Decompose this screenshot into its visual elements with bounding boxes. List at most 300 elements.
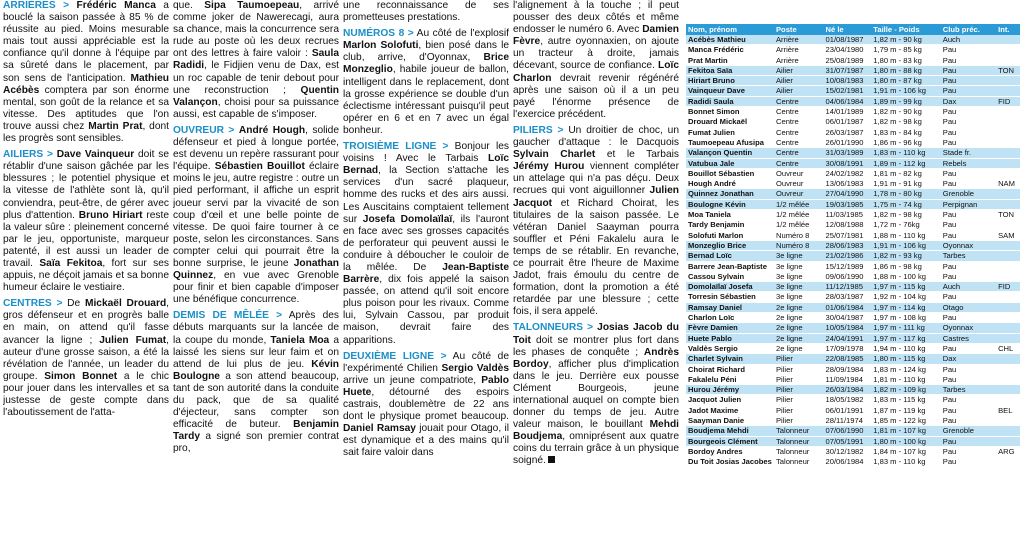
previous-club-cell: Pau <box>941 107 996 117</box>
birthdate-cell: 20/06/1984 <box>824 457 872 467</box>
player-name-cell: Manca Frédéric <box>686 45 774 55</box>
section-heading: AILIERS > <box>3 149 53 161</box>
international-cell <box>996 55 1020 65</box>
table-row <box>686 343 1020 353</box>
previous-club-cell: Pau <box>941 117 996 127</box>
player-name: Quentin Valançon <box>173 84 339 108</box>
international-cell <box>996 415 1020 425</box>
international-cell: TON <box>996 210 1020 220</box>
table-row <box>686 436 1020 446</box>
player-name: Sébastien Bouillot <box>214 161 305 173</box>
player-name: Sipa Taumoepeau <box>204 0 300 11</box>
position-cell: Talonneur <box>774 446 824 456</box>
player-name-cell: Taumoepeau Afusipa <box>686 137 774 147</box>
previous-club-cell: Pau <box>941 55 996 65</box>
height-weight-cell: 1,86 m - 96 kg <box>871 137 940 147</box>
previous-club-cell: Auch <box>941 35 996 45</box>
position-cell: 2e ligne <box>774 333 824 343</box>
paragraph-text: , auteur d'une grosse saison, a été la révélation de l'année, un leader du groupe. <box>3 334 169 382</box>
table-row <box>686 86 1020 96</box>
table-row <box>686 457 1020 467</box>
player-name-cell: Jadot Maxime <box>686 405 774 415</box>
height-weight-cell: 1,81 m - 107 kg <box>871 426 940 436</box>
position-cell: Ouvreur <box>774 168 824 178</box>
birthdate-cell: 31/03/1989 <box>824 148 872 158</box>
birthdate-cell: 13/06/1983 <box>824 179 872 189</box>
position-cell: Pilier <box>774 415 824 425</box>
player-name-cell: Boulogne Kévin <box>686 199 774 209</box>
position-cell: Arrière <box>774 45 824 55</box>
international-cell <box>996 323 1020 333</box>
height-weight-cell: 1,83 m - 124 kg <box>871 364 940 374</box>
international-cell: ARG <box>996 446 1020 456</box>
height-weight-cell: 1,72 m - 76kg <box>871 220 940 230</box>
header-birthdate: Né le <box>824 24 872 35</box>
height-weight-cell: 1,80 m - 100 kg <box>871 436 940 446</box>
paragraph-text: , détourné des espoirs castrais, doublemètre de 22 ans dont le physique promet beaucoup. <box>343 386 509 423</box>
section-heading: ARRIÈRES > <box>3 0 70 11</box>
previous-club-cell: Pau <box>941 364 996 374</box>
height-weight-cell: 1,88 m - 110 kg <box>871 230 940 240</box>
table-row <box>686 251 1020 261</box>
international-cell <box>996 220 1020 230</box>
international-cell <box>996 35 1020 45</box>
paragraph-text: Après des débuts marquants sur la lancée de la coupe du monde, <box>173 310 339 346</box>
previous-club-cell: Pau <box>941 65 996 75</box>
table-row <box>686 230 1020 240</box>
article-paragraph <box>3 298 169 419</box>
player-name: Loïc Charlon <box>513 60 679 84</box>
player-name: Julien Fumat <box>99 334 167 346</box>
position-cell: Talonneur <box>774 457 824 467</box>
player-name: Taniela Moa <box>270 334 330 346</box>
header-international: Int. <box>996 24 1020 35</box>
position-cell: Ouvreur <box>774 179 824 189</box>
table-row <box>686 117 1020 127</box>
article-column-4 <box>513 0 679 535</box>
previous-club-cell: Pau <box>941 179 996 189</box>
player-name-cell: Jacquot Julien <box>686 395 774 405</box>
birthdate-cell: 10/05/1984 <box>824 323 872 333</box>
birthdate-cell: 01/08/1987 <box>824 35 872 45</box>
paragraph-text: , arrivé comme joker de Nawerecagi, aura sa chance, mais la concurrence sera rude au poste où les deux recrues ont des lettres à faire valoir : <box>173 0 339 60</box>
birthdate-cell: 30/08/1991 <box>824 158 872 168</box>
player-name: Bruno Hiriart <box>78 209 143 221</box>
player-name: Damien Fèvre <box>513 24 679 48</box>
position-cell: Arrière <box>774 55 824 65</box>
previous-club-cell: Pau <box>941 168 996 178</box>
international-cell: BEL <box>996 405 1020 415</box>
player-name: Marlon Solofuti <box>343 40 419 52</box>
height-weight-cell: 1,97 m - 114 kg <box>871 302 940 312</box>
player-name-cell: Ramsay Daniel <box>686 302 774 312</box>
section-heading: OUVREUR > <box>173 124 235 136</box>
height-weight-cell: 1,89 m - 112 kg <box>871 158 940 168</box>
player-name: Mehdi Boudjema <box>513 419 679 443</box>
table-row <box>686 261 1020 271</box>
position-cell: 3e ligne <box>774 292 824 302</box>
birthdate-cell: 04/06/1984 <box>824 96 872 106</box>
article-paragraph <box>343 351 509 460</box>
paragraph-text: , le Fidjien venu de Dax, est un roc capable de tenir debout pour une reconstruction ; <box>173 60 339 96</box>
international-cell <box>996 168 1020 178</box>
player-name-cell: Vatubua Jale <box>686 158 774 168</box>
previous-club-cell: Pau <box>941 405 996 415</box>
birthdate-cell: 06/01/1991 <box>824 405 872 415</box>
international-cell <box>996 76 1020 86</box>
player-name: Jérémy Hurou <box>513 161 585 173</box>
birthdate-cell: 26/03/1984 <box>824 385 872 395</box>
position-cell: 2e ligne <box>774 323 824 333</box>
height-weight-cell: 1,91 m - 91 kg <box>871 179 940 189</box>
international-cell: FID <box>996 282 1020 292</box>
table-row <box>686 179 1020 189</box>
player-name-cell: Hough André <box>686 179 774 189</box>
header-name: Nom, prénom <box>686 24 774 35</box>
previous-club-cell: Pau <box>941 127 996 137</box>
international-cell <box>996 107 1020 117</box>
position-cell: 1/2 mêlée <box>774 210 824 220</box>
article-paragraph <box>3 149 169 294</box>
player-name-cell: Bonnet Simon <box>686 107 774 117</box>
player-name-cell: Bourgeois Clément <box>686 436 774 446</box>
position-cell: Pilier <box>774 364 824 374</box>
paragraph-text: , solide défenseur et pied à longue portée, est devenu un repère rassurant pour l'équipe. <box>173 124 339 173</box>
player-name-cell: Cassou Sylvain <box>686 271 774 281</box>
table-row <box>686 415 1020 425</box>
birthdate-cell: 22/08/1985 <box>824 354 872 364</box>
table-row <box>686 405 1020 415</box>
position-cell: Numéro 8 <box>774 240 824 250</box>
birthdate-cell: 15/12/1989 <box>824 261 872 271</box>
table-row <box>686 35 1020 45</box>
international-cell <box>996 45 1020 55</box>
article-paragraph <box>173 125 339 306</box>
player-name-cell: Domolaïlaï Josefa <box>686 282 774 292</box>
previous-club-cell: Pau <box>941 436 996 446</box>
position-cell: Centre <box>774 117 824 127</box>
birthdate-cell: 25/08/1989 <box>824 55 872 65</box>
player-name-cell: Huete Pablo <box>686 333 774 343</box>
previous-club-cell: Pau <box>941 220 996 230</box>
player-name: Jean-Baptiste Barrère <box>343 261 509 286</box>
international-cell <box>996 374 1020 384</box>
birthdate-cell: 14/01/1989 <box>824 107 872 117</box>
table-row <box>686 107 1020 117</box>
position-cell: Ailier <box>774 65 824 75</box>
player-name-cell: Fèvre Damien <box>686 323 774 333</box>
height-weight-cell: 1,82 m - 90 kg <box>871 107 940 117</box>
table-row <box>686 189 1020 199</box>
birthdate-cell: 15/02/1981 <box>824 86 872 96</box>
paragraph-text: , dont les progrès sont sensibles. <box>3 120 169 145</box>
position-cell: 1/2 mêlée <box>774 220 824 230</box>
player-name-cell: Acébès Mathieu <box>686 35 774 45</box>
international-cell: CHL <box>996 343 1020 353</box>
paragraph-text: arrive un jeune compatriote, <box>343 374 482 386</box>
paragraph-text: , habile joueur de ballon, intelligent dans le replacement, dont la grosse expérience se double d'un éclectisme intéressant puisqu'il peut opérer en 6 et en 7 avec un égal bonheur. <box>343 64 509 136</box>
height-weight-cell: 1,94 m - 110 kg <box>871 343 940 353</box>
player-name-cell: Vainqueur Dave <box>686 86 774 96</box>
player-name: Benjamin Tardy <box>173 419 339 443</box>
position-cell: 1/2 mêlée <box>774 199 824 209</box>
international-cell <box>996 385 1020 395</box>
previous-club-cell: Stade fr. <box>941 148 996 158</box>
player-name-cell: Monzeglio Brice <box>686 240 774 250</box>
position-cell: Ailier <box>774 86 824 96</box>
height-weight-cell: 1,82 m - 93 kg <box>871 251 940 261</box>
table-row <box>686 76 1020 86</box>
international-cell <box>996 199 1020 209</box>
birthdate-cell: 24/02/1982 <box>824 168 872 178</box>
paragraph-text: l'alignement à la touche ; il peut pousser des deux côtés et même endosser le numéro 6. Avec <box>513 0 679 36</box>
player-name-cell: Saayman Danie <box>686 415 774 425</box>
birthdate-cell: 24/04/1991 <box>824 333 872 343</box>
paragraph-text: a le chic pour jouer dans les intervalles et sa justesse de geste compte dans l'aboutissement de l'atta- <box>3 370 169 419</box>
height-weight-cell: 1,81 m - 82 kg <box>871 168 940 178</box>
paragraph-text: reste la valeur sûre : pleinement concerné par le jeu, opportuniste, marqueur patenté, il est aussi un leader de travail. <box>3 209 169 269</box>
player-name: Mathieu Acébès <box>3 72 169 96</box>
paragraph-text: , ils l'auront en face avec ses grosses capacités de perforateur qui peuvent aussi le conduire à déboucher le couloir de la mêlée. De <box>343 213 509 273</box>
table-row <box>686 333 1020 343</box>
player-name-cell: Charlet Sylvain <box>686 354 774 364</box>
birthdate-cell: 31/07/1987 <box>824 65 872 75</box>
international-cell <box>996 240 1020 250</box>
squad-table-header <box>686 24 1020 35</box>
player-name: Simon Bonnet <box>44 370 118 382</box>
height-weight-cell: 1,91 m - 106 kg <box>871 86 940 96</box>
table-row <box>686 323 1020 333</box>
player-name-cell: Bernad Loïc <box>686 251 774 261</box>
position-cell: Ouvreur <box>774 189 824 199</box>
birthdate-cell: 26/01/1990 <box>824 137 872 147</box>
paragraph-text: et Richard Choirat, les titulaires de la saison passée. Le vétéran Daniel Saayman pourra souffler et Péni Fakalelu aura le temps de se rétablir. En revanche, ce pourrait être l'heure de Maxime Jadot, frais émoulu du centre de formation, dont la promotion a été retardée par une blessure ; cette fois, il sera appelé. <box>513 197 679 318</box>
previous-club-cell: Perpignan <box>941 199 996 209</box>
position-cell: Pilier <box>774 405 824 415</box>
player-name: Josias Jacob du Toit <box>513 322 679 346</box>
previous-club-cell: Pau <box>941 313 996 323</box>
player-name: André Hough <box>238 124 306 136</box>
player-name-cell: Valdès Sergio <box>686 343 774 353</box>
birthdate-cell: 28/09/1984 <box>824 364 872 374</box>
paragraph-text: doit se montrer plus fort dans les phases de conquête ; <box>513 334 679 358</box>
international-cell <box>996 313 1020 323</box>
height-weight-cell: 1,86 m - 98 kg <box>871 261 940 271</box>
birthdate-cell: 17/09/1978 <box>824 343 872 353</box>
player-name-cell: Drouard Mickaël <box>686 117 774 127</box>
position-cell: Centre <box>774 148 824 158</box>
player-name: Martin Prat <box>88 120 143 132</box>
player-name-cell: Choirat Richard <box>686 364 774 374</box>
article-paragraph <box>513 125 679 319</box>
position-cell: Centre <box>774 137 824 147</box>
international-cell <box>996 137 1020 147</box>
birthdate-cell: 21/02/1986 <box>824 251 872 261</box>
player-name-cell: Solofuti Marlon <box>686 230 774 240</box>
article-column-1 <box>3 0 169 535</box>
player-name-cell: Boudjema Mehdi <box>686 426 774 436</box>
international-cell <box>996 261 1020 271</box>
international-cell: TON <box>996 65 1020 75</box>
previous-club-cell: Rebels <box>941 158 996 168</box>
section-heading: NUMÉROS 8 > <box>343 28 414 40</box>
table-row <box>686 354 1020 364</box>
table-row <box>686 240 1020 250</box>
birthdate-cell: 30/12/1982 <box>824 446 872 456</box>
player-name-cell: Radidi Saula <box>686 96 774 106</box>
height-weight-cell: 1,97 m - 115 kg <box>871 282 940 292</box>
paragraph-text: , omniprésent aux quatre coins du terrain grâce à un physique soigné. <box>513 431 679 467</box>
previous-club-cell: Grenoble <box>941 426 996 436</box>
player-name-cell: Tardy Benjamin <box>686 220 774 230</box>
international-cell: FID <box>996 96 1020 106</box>
height-weight-cell: 1,88 m - 100 kg <box>871 271 940 281</box>
player-name-cell: Du Toit Josias Jacobes <box>686 457 774 467</box>
previous-club-cell: Tarbes <box>941 251 996 261</box>
table-row <box>686 220 1020 230</box>
birthdate-cell: 07/06/1990 <box>824 426 872 436</box>
previous-club-cell: Castres <box>941 333 996 343</box>
birthdate-cell: 01/06/1984 <box>824 302 872 312</box>
birthdate-cell: 25/07/1981 <box>824 230 872 240</box>
international-cell: NAM <box>996 179 1020 189</box>
paragraph-text: , bien posé dans le club, arrive, d'Oyonnax, <box>343 40 509 64</box>
birthdate-cell: 28/11/1974 <box>824 415 872 425</box>
paragraph-text: une reconnaissance de ses prometteuses prestations. <box>343 0 509 24</box>
player-name-cell: Charlon Loïc <box>686 313 774 323</box>
height-weight-cell: 1,84 m - 107 kg <box>871 446 940 456</box>
paragraph-text: a laissé les siens sur leur faim et on attend de lui plus de jeu. <box>173 334 339 370</box>
player-name-cell: Bordoy Andres <box>686 446 774 456</box>
previous-club-cell: Pau <box>941 343 996 353</box>
player-name-cell: Fumat Julien <box>686 127 774 137</box>
table-row <box>686 96 1020 106</box>
article-paragraph <box>343 28 509 137</box>
player-name-cell: Moa Taniela <box>686 210 774 220</box>
player-name: Dave Vainqueur <box>56 149 135 161</box>
height-weight-cell: 1,75 m - 74 kg <box>871 199 940 209</box>
birthdate-cell: 30/04/1987 <box>824 313 872 323</box>
table-row <box>686 302 1020 312</box>
previous-club-cell: Pau <box>941 457 996 467</box>
previous-club-cell: Pau <box>941 374 996 384</box>
end-of-article-mark <box>548 456 555 463</box>
position-cell: Centre <box>774 127 824 137</box>
paragraph-text: a signé son premier contrat pro, <box>173 431 339 455</box>
birthdate-cell: 12/08/1988 <box>824 220 872 230</box>
table-row <box>686 426 1020 436</box>
international-cell <box>996 148 1020 158</box>
article-paragraph <box>173 0 339 121</box>
birthdate-cell: 27/04/1990 <box>824 189 872 199</box>
position-cell: Pilier <box>774 385 824 395</box>
table-row <box>686 148 1020 158</box>
previous-club-cell: Pau <box>941 271 996 281</box>
previous-club-cell: Pau <box>941 230 996 240</box>
article-paragraph <box>343 0 509 24</box>
previous-club-cell: Pau <box>941 415 996 425</box>
position-cell: Arrière <box>774 35 824 45</box>
paragraph-text: , gros défenseur et en progrès balle en main, on attend qu'il fasse avancer la ligne ; <box>3 298 169 346</box>
paragraph-text: a bouclé la saison passée à 85 % de réussite au pied. Moins mesurable mais tout aussi appréciable est la confiance qu'il donne à l'équipe par sa sûreté dans le placement, par son sens de l'anticipation. <box>3 0 169 84</box>
international-cell <box>996 395 1020 405</box>
height-weight-cell: 1,83 m - 84 kg <box>871 127 940 137</box>
position-cell: 2e ligne <box>774 343 824 353</box>
paragraph-text: , choisi pour sa puissance aussi, est capable de s'imposer. <box>173 96 339 120</box>
height-weight-cell: 1,97 m - 117 kg <box>871 333 940 343</box>
previous-club-cell: Pau <box>941 446 996 456</box>
player-name-cell: Fakalelu Péni <box>686 374 774 384</box>
height-weight-cell: 1,80 m - 83 kg <box>871 55 940 65</box>
paragraph-text: a son attend beaucoup, tant de son autorité dans la conduite du pack, que de sa qualité d'éjecteur, sans compter son efficacité de buteur. <box>173 370 339 431</box>
height-weight-cell: 1,83 m - 115 kg <box>871 395 940 405</box>
paragraph-text: jouait pour Otago, il est dynamique et a des mains qu'il sait faire valoir dans <box>343 423 509 459</box>
player-name-cell: Hurou Jérémy <box>686 385 774 395</box>
squad-table-container <box>686 24 1020 467</box>
position-cell: 3e ligne <box>774 282 824 292</box>
article-paragraph <box>173 310 339 455</box>
position-cell: Numéro 8 <box>774 230 824 240</box>
table-row <box>686 137 1020 147</box>
table-row <box>686 282 1020 292</box>
player-name-cell: Barrere Jean-Baptiste <box>686 261 774 271</box>
section-heading: CENTRES > <box>3 298 63 310</box>
paragraph-text <box>69 0 76 11</box>
position-cell: 3e ligne <box>774 271 824 281</box>
player-name-cell: Hiriart Bruno <box>686 76 774 86</box>
height-weight-cell: 1,80 m - 115 kg <box>871 354 940 364</box>
section-heading: TALONNEURS > <box>513 322 594 334</box>
paragraph-text: , autre oyonnaxien, on ajoute un tracteur à droite, jamais décevant, source de confiance. <box>513 36 679 72</box>
article-paragraph <box>343 141 509 347</box>
paragraph-text: et le Tarbais <box>595 149 679 161</box>
paragraph-text: , la Section s'attache les services d'un sacré plaqueur, homme des rucks et des airs aussi. Les Auscitains comptaient tellement sur <box>343 165 509 225</box>
previous-club-cell: Pau <box>941 210 996 220</box>
player-name: Josefa Domolaïlaï <box>362 213 453 225</box>
table-row <box>686 55 1020 65</box>
international-cell <box>996 426 1020 436</box>
paragraph-text: viennent compléter un attelage qui n'a pas déçu. Deux recrues qui vont aiguillonner <box>513 161 679 197</box>
player-name: Jonathan Quinnez <box>173 257 339 282</box>
article-column-2 <box>173 0 339 535</box>
paragraph-text: De <box>62 298 85 310</box>
international-cell <box>996 86 1020 96</box>
international-cell <box>996 158 1020 168</box>
previous-club-cell: Pau <box>941 261 996 271</box>
position-cell: Pilier <box>774 374 824 384</box>
height-weight-cell: 1,81 m - 110 kg <box>871 374 940 384</box>
paragraph-text: éclaire moins le jeu, autre registre : outre un pied performant, il affiche un esprit joueur servi par la vivacité de son coup d'œil et une belle pointe de vitesse. De quoi faire tourner à ce poste, selon les circonstances. Sans compter celui qui pourrait être la bonne surprise, le jeune <box>173 161 339 269</box>
height-weight-cell: 1,97 m - 111 kg <box>871 323 940 333</box>
height-weight-cell: 1,91 m - 106 kg <box>871 240 940 250</box>
international-cell: SAM <box>996 230 1020 240</box>
position-cell: Centre <box>774 96 824 106</box>
article-paragraph <box>513 0 679 121</box>
player-name: Saula Radidi <box>173 48 339 72</box>
player-name-cell: Quinnez Jonathan <box>686 189 774 199</box>
birthdate-cell: 07/05/1991 <box>824 436 872 446</box>
player-name-cell: Torresin Sébastien <box>686 292 774 302</box>
player-name: Saïa Fekitoa <box>39 257 103 269</box>
birthdate-cell: 11/03/1985 <box>824 210 872 220</box>
table-row <box>686 446 1020 456</box>
international-cell <box>996 271 1020 281</box>
previous-club-cell: Otago <box>941 302 996 312</box>
paragraph-text: , afficher plus d'implication dans le jeu. Derrière eux pousse Clément Bourgeois, jeune international auquel on compte bien donner du temps de jeu. Autre valeur maison, le bouillant <box>513 358 679 431</box>
squad-table <box>686 24 1020 467</box>
table-row <box>686 158 1020 168</box>
paragraph-text: comptera par son énorme mental, son goût de la relance et sa vitesse. Des aptitudes que l'on trouve aussi chez <box>3 84 169 132</box>
